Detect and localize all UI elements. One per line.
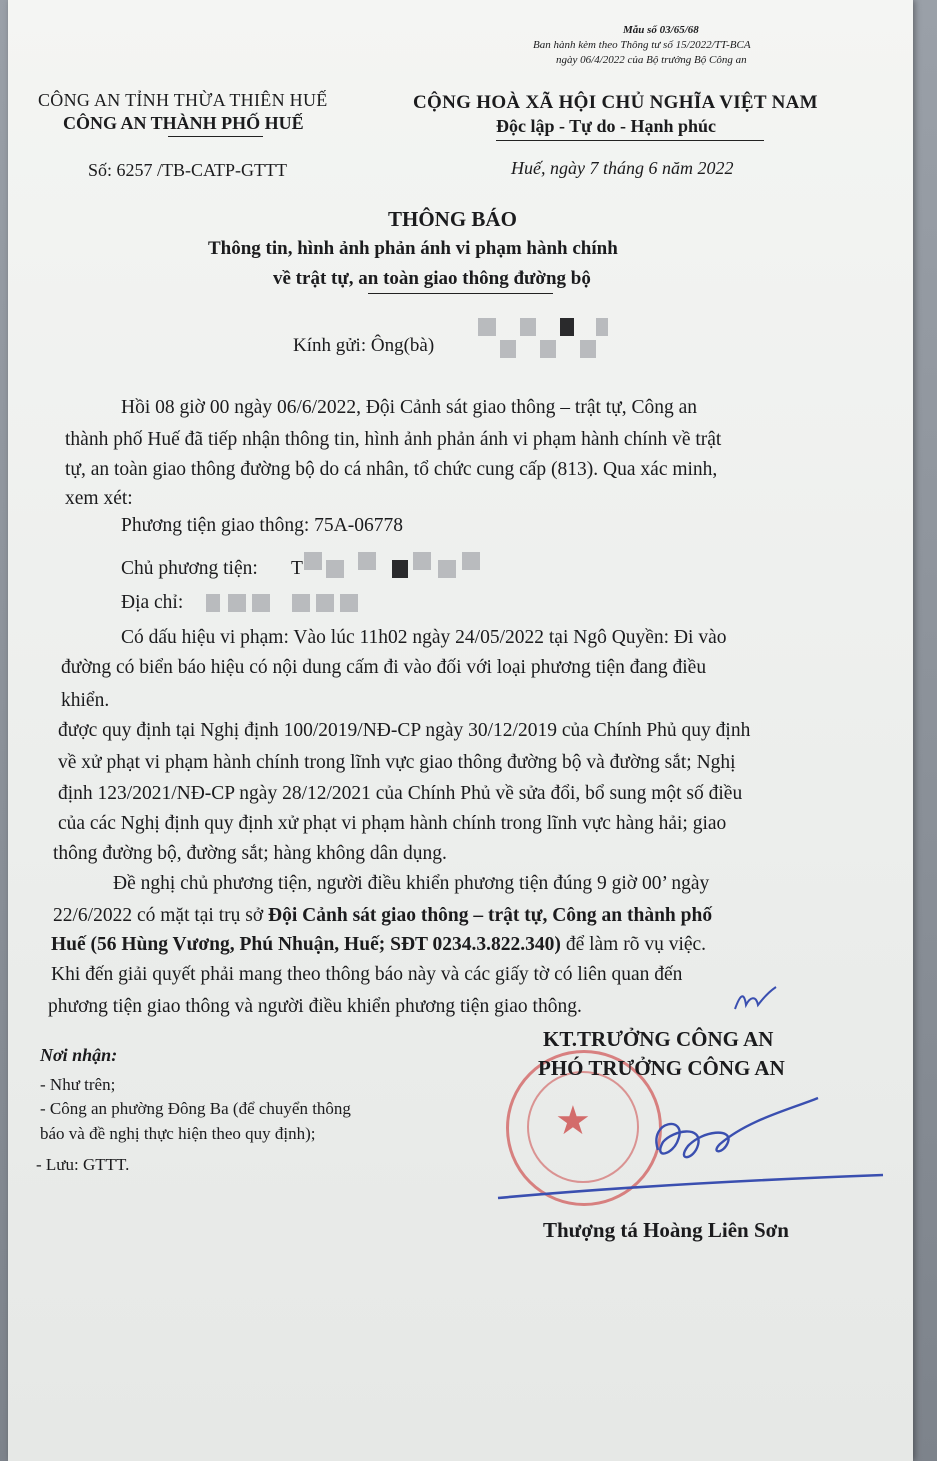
initial-mark <box>730 985 780 1015</box>
redaction-block <box>596 318 608 336</box>
intro-line: Hồi 08 giờ 00 ngày 06/6/2022, Đội Cảnh sát giao thông – trật tự, Công an <box>121 397 698 418</box>
regulation-line: về xử phạt vi phạm hành chính trong lĩnh vực giao thông đường bộ và đường sắt; Nghị <box>58 752 736 773</box>
redaction-block <box>520 318 536 336</box>
motto-underline <box>496 140 764 141</box>
signer-name: Thượng tá Hoàng Liên Sơn <box>543 1218 789 1242</box>
recipients-heading: Nơi nhận: <box>40 1045 118 1065</box>
redaction-block <box>326 560 344 578</box>
sub-agency-name: CÔNG AN THÀNH PHỐ HUẾ <box>63 113 304 133</box>
place-and-date: Huế, ngày 7 tháng 6 năm 2022 <box>511 158 734 178</box>
form-issued-date: ngày 06/4/2022 của Bộ trưởng Bộ Công an <box>556 54 747 66</box>
form-code: Mẫu số 03/65/68 <box>623 24 699 36</box>
recipient-item: - Như trên; <box>40 1075 116 1094</box>
request-line: phương tiện giao thông và người điều khiển phương tiện giao thông. <box>48 996 582 1017</box>
redaction-block <box>206 594 220 612</box>
agency-name: CÔNG AN TỈNH THỪA THIÊN HUẾ <box>38 90 328 110</box>
recipient-item: - Lưu: GTTT. <box>36 1155 130 1174</box>
redaction-block <box>316 594 334 612</box>
request-line <box>53 905 712 927</box>
redaction-block <box>540 340 556 358</box>
address-label: Địa chỉ: <box>121 592 184 613</box>
recipient-label: Kính gửi: Ông(bà) <box>293 335 435 356</box>
recipient-item: báo và đề nghị thực hiện theo quy định); <box>40 1124 316 1143</box>
regulation-line: định 123/2021/NĐ-CP ngày 28/12/2021 của Chính Phủ về sửa đổi, bổ sung một số điều <box>58 783 743 804</box>
redaction-block <box>228 594 246 612</box>
redaction-block <box>413 552 431 570</box>
request-line <box>51 934 706 956</box>
redaction-block <box>580 340 596 358</box>
violation-line: đường có biển báo hiệu có nội dung cấm đi vào đối với loại phương tiện đang điều <box>61 657 707 678</box>
star-icon: ★ <box>555 1098 591 1143</box>
signature-title-2: PHÓ TRƯỞNG CÔNG AN <box>538 1056 785 1080</box>
request-office-address: Huế (56 Hùng Vương, Phú Nhuận, Huế; SĐT 0234.3.822.340) <box>51 934 561 955</box>
nation-name: CỘNG HOÀ XÃ HỘI CHỦ NGHĨA VIỆT NAM <box>413 92 818 113</box>
document-subtitle-line1: Thông tin, hình ảnh phản ánh vi phạm hành chính <box>208 238 618 259</box>
violation-line: Có dấu hiệu vi phạm: Vào lúc 11h02 ngày 24/05/2022 tại Ngô Quyền: Đi vào <box>121 627 727 648</box>
redaction-block <box>304 552 322 570</box>
document-page <box>8 0 913 1461</box>
redaction-block <box>252 594 270 612</box>
subtitle-underline <box>368 293 553 294</box>
violation-line: khiển. <box>61 690 110 711</box>
intro-line: xem xét: <box>65 488 133 509</box>
redaction-block <box>340 594 358 612</box>
document-title: THÔNG BÁO <box>388 207 517 231</box>
redaction-block <box>560 318 574 336</box>
redaction-block <box>358 552 376 570</box>
intro-line: tự, an toàn giao thông đường bộ do cá nhân, tổ chức cung cấp (813). Qua xác minh, <box>65 459 718 480</box>
redaction-block <box>462 552 480 570</box>
request-text: để làm rõ vụ việc. <box>560 934 707 955</box>
redaction-block <box>478 318 496 336</box>
national-motto: Độc lập - Tự do - Hạnh phúc <box>496 116 717 136</box>
request-line: Khi đến giải quyết phải mang theo thông báo này và các giấy tờ có liên quan đến <box>51 964 683 985</box>
regulation-line: của các Nghị định quy định xử phạt vi phạm hành chính trong lĩnh vực hàng hải; giao <box>58 813 727 834</box>
handwritten-signature <box>488 1080 888 1210</box>
owner-label: Chủ phương tiện: <box>121 558 258 579</box>
signature-title-1: KT.TRƯỞNG CÔNG AN <box>543 1027 774 1051</box>
regulation-line: được quy định tại Nghị định 100/2019/NĐ-CP ngày 30/12/2019 của Chính Phủ quy định <box>58 720 751 741</box>
recipient-item: - Công an phường Đông Ba (để chuyển thông <box>40 1099 351 1118</box>
redaction-block <box>500 340 516 358</box>
vehicle-plate: Phương tiện giao thông: 75A-06778 <box>121 515 403 536</box>
document-subtitle-line2: về trật tự, an toàn giao thông đường bộ <box>273 268 591 289</box>
owner-initial: T <box>291 558 303 579</box>
redaction-block <box>438 560 456 578</box>
request-text: 22/6/2022 có mặt tại trụ sở <box>53 905 269 926</box>
document-number: Số: 6257 /TB-CATP-GTTT <box>88 160 288 180</box>
redaction-block <box>292 594 310 612</box>
request-office-name: Đội Cảnh sát giao thông – trật tự, Công an thành phố <box>268 905 713 926</box>
redaction-block <box>392 560 408 578</box>
regulation-line: thông đường bộ, đường sắt; hàng không dân dụng. <box>53 843 447 864</box>
form-issued-by: Ban hành kèm theo Thông tư số 15/2022/TT-BCA <box>533 39 751 51</box>
request-line: Đề nghị chủ phương tiện, người điều khiển phương tiện đúng 9 giờ 00’ ngày <box>113 873 710 894</box>
intro-line: thành phố Huế đã tiếp nhận thông tin, hình ảnh phản ánh vi phạm hành chính về trật <box>65 429 722 450</box>
sub-agency-underline <box>168 136 263 137</box>
